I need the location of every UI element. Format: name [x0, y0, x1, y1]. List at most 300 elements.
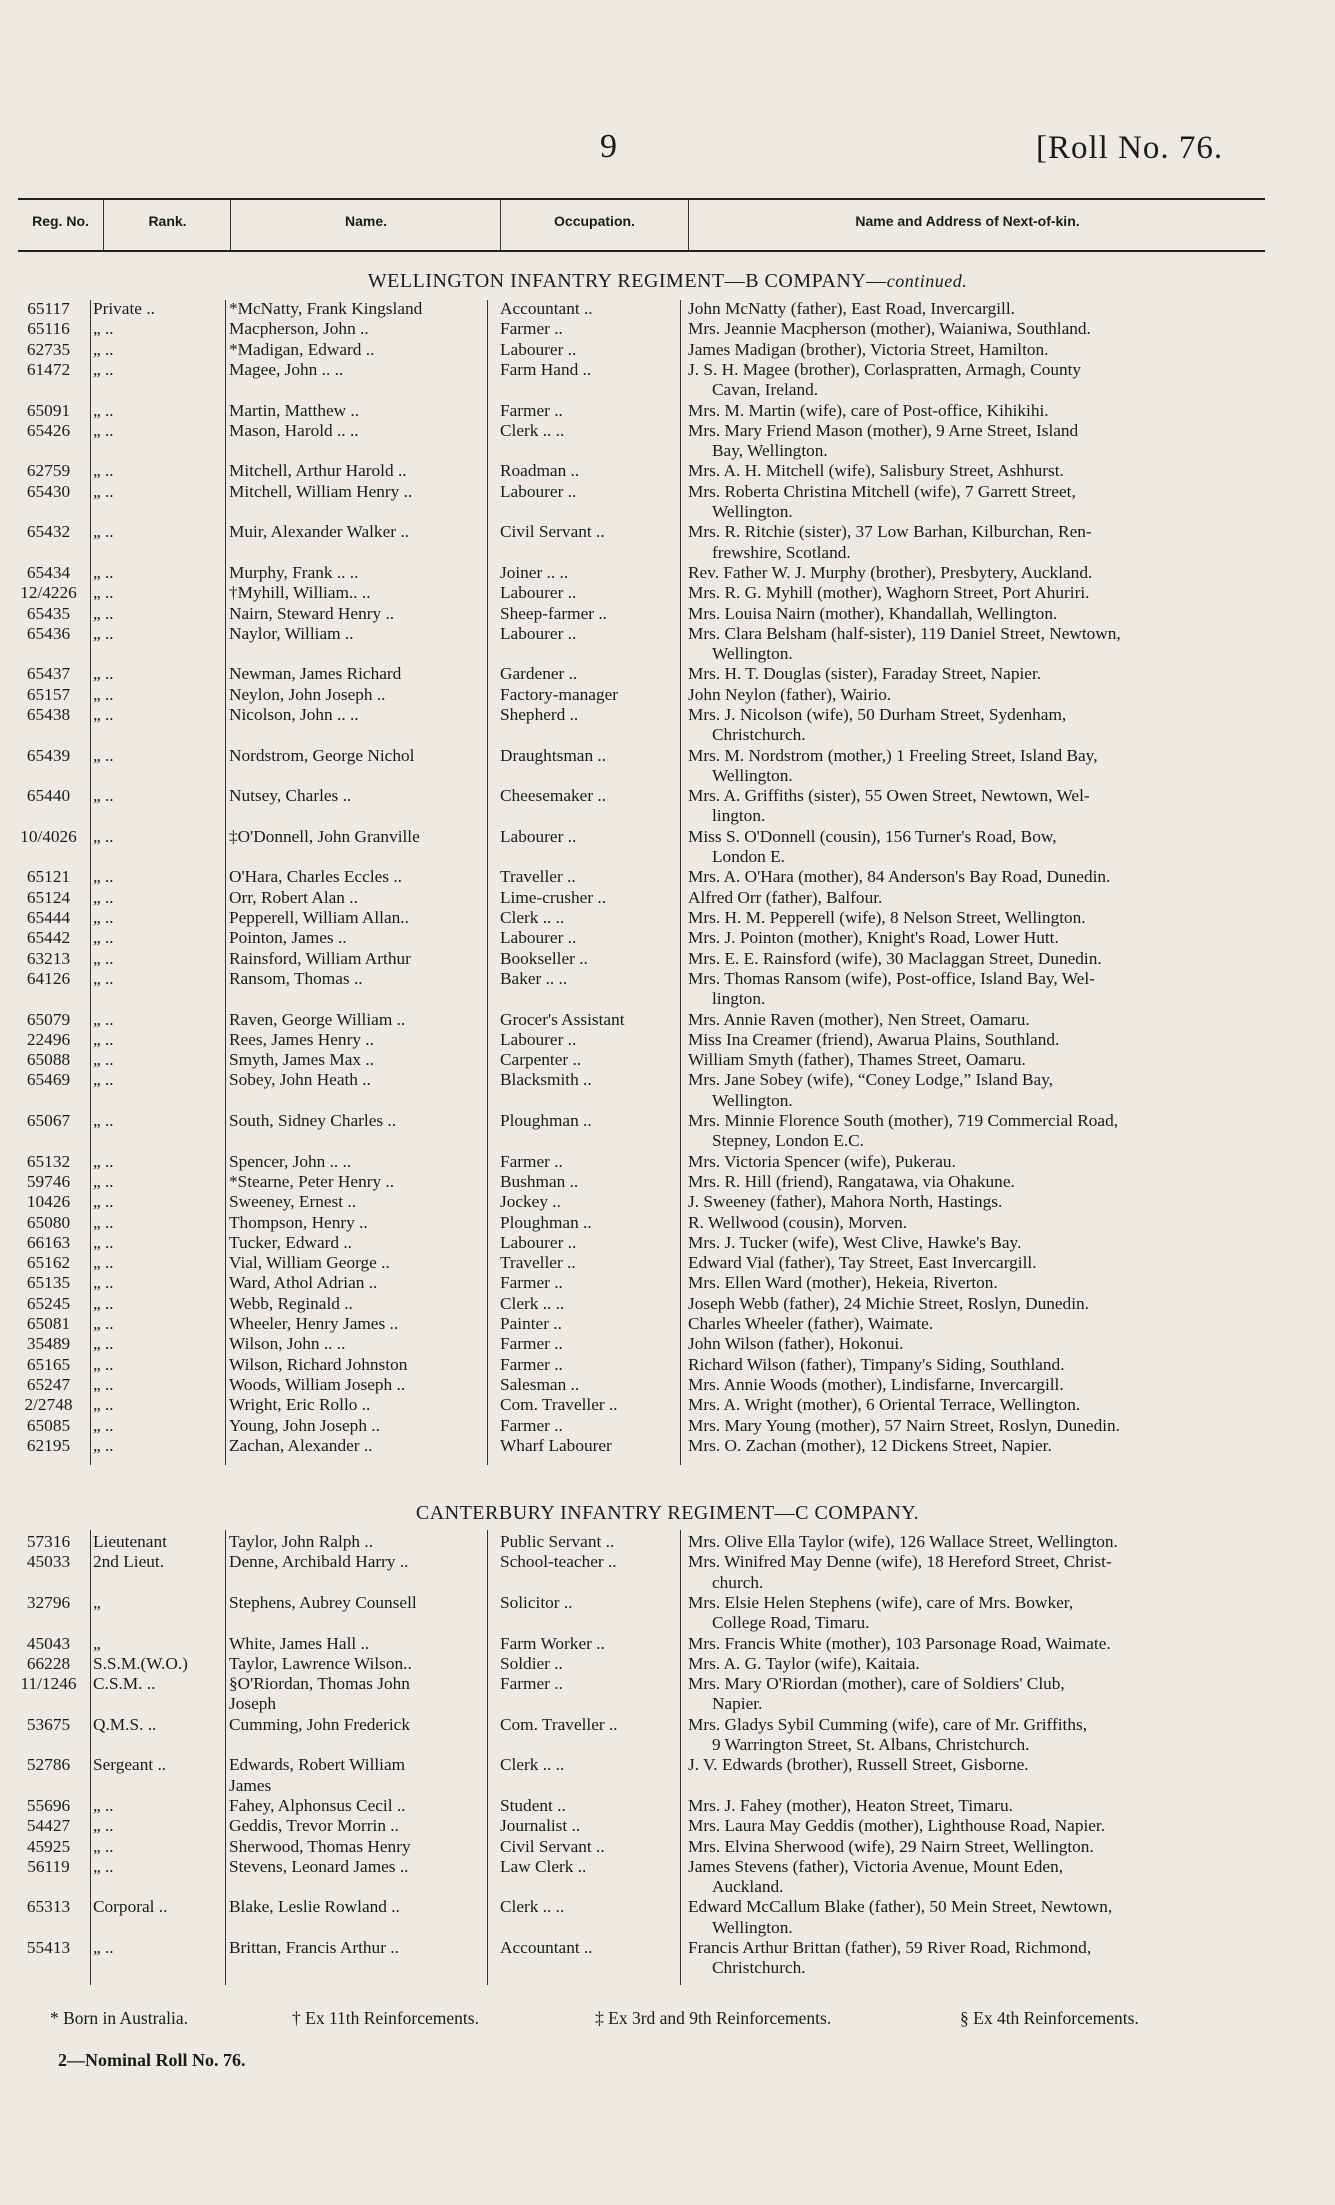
- footnote: ‡ Ex 3rd and 9th Reinforcements.: [595, 2008, 832, 2028]
- name-cell: *Stearne, Peter Henry ..: [229, 1171, 395, 1191]
- section-title: [0, 270, 1335, 293]
- occupation-cell: Accountant ..: [500, 299, 593, 318]
- occupation-cell: Com. Traveller ..: [500, 1714, 618, 1734]
- occupation-cell: Farmer ..: [500, 319, 563, 339]
- occupation-cell: Com. Traveller ..: [500, 1395, 618, 1415]
- name-cell: Murphy, Frank .. ..: [229, 562, 359, 582]
- name-cell: Tucker, Edward ..: [229, 1232, 352, 1252]
- occupation-cell: Accountant ..: [500, 1938, 593, 1957]
- reg-number-cell: 65088: [26, 1050, 71, 1070]
- name-cell: Brittan, Francis Arthur ..: [229, 1938, 399, 1957]
- next-of-kin-cell: Mrs. Ellen Ward (mother), Hekeia, Riverton.: [688, 1273, 998, 1293]
- column-header-name: Name.: [344, 213, 388, 229]
- next-of-kin-cell: Mrs. Louisa Nairn (mother), Khandallah, Wellington.: [688, 603, 1058, 623]
- next-of-kin-cell: Mrs. H. T. Douglas (sister), Faraday Street, Napier.: [688, 664, 1042, 684]
- reg-number-cell: 53675: [26, 1714, 71, 1734]
- occupation-cell: Factory-manager: [500, 684, 619, 704]
- column-header-rank: Rank.: [148, 213, 187, 229]
- name-cell: ‡O'Donnell, John Granville: [229, 826, 420, 846]
- next-of-kin-continuation-cell: Napier.: [712, 1694, 763, 1714]
- rank-cell: „ ..: [93, 968, 114, 988]
- header-rule-bottom: [18, 250, 1265, 252]
- reg-number-cell: 10426: [26, 1192, 71, 1212]
- rank-cell: „ ..: [93, 928, 114, 948]
- reg-number-cell: 62735: [26, 339, 71, 359]
- reg-number-cell: 65117: [27, 299, 70, 318]
- next-of-kin-cell: Mrs. A. O'Hara (mother), 84 Anderson's Bay Road, Dunedin.: [688, 867, 1111, 887]
- next-of-kin-cell: Mrs. Mary O'Riordan (mother), care of Soldiers' Club,: [688, 1674, 1065, 1694]
- rank-cell: „ ..: [93, 1435, 114, 1455]
- reg-number-cell: 65162: [26, 1253, 71, 1273]
- reg-number-cell: 62759: [26, 461, 71, 481]
- next-of-kin-continuation-cell: frewshire, Scotland.: [712, 542, 851, 562]
- occupation-cell: Clerk .. ..: [500, 1755, 565, 1775]
- name-cell: Taylor, John Ralph ..: [229, 1532, 374, 1551]
- section-title: [0, 1502, 1335, 1525]
- name-cell: Pointon, James ..: [229, 928, 347, 948]
- next-of-kin-continuation-cell: Wellington.: [712, 765, 793, 785]
- next-of-kin-cell: James Madigan (brother), Victoria Street, Hamilton.: [688, 339, 1049, 359]
- name-cell: Taylor, Lawrence Wilson..: [229, 1653, 412, 1673]
- rank-cell: „ ..: [93, 1314, 114, 1333]
- occupation-cell: Farmer ..: [500, 1674, 563, 1694]
- occupation-cell: Gardener ..: [500, 664, 578, 684]
- name-cell: Blake, Leslie Rowland ..: [229, 1897, 400, 1917]
- name-continuation-cell: James: [229, 1775, 272, 1795]
- name-cell: Vial, William George ..: [229, 1253, 390, 1273]
- name-cell: Smyth, James Max ..: [229, 1050, 374, 1070]
- occupation-cell: Journalist ..: [500, 1816, 581, 1836]
- reg-number-cell: 64126: [26, 968, 71, 988]
- name-cell: Young, John Joseph ..: [229, 1415, 380, 1435]
- next-of-kin-cell: Mrs. Mary Young (mother), 57 Nairn Street, Roslyn, Dunedin.: [688, 1415, 1120, 1435]
- column-divider: [90, 1530, 91, 1985]
- reg-number-cell: 45925: [26, 1836, 71, 1856]
- next-of-kin-continuation-cell: Cavan, Ireland.: [712, 380, 819, 400]
- name-cell: Sherwood, Thomas Henry: [229, 1836, 411, 1856]
- occupation-cell: Labourer ..: [500, 339, 577, 359]
- occupation-cell: Cheesemaker ..: [500, 786, 607, 806]
- next-of-kin-cell: Mrs. Jane Sobey (wife), “Coney Lodge,” Island Bay,: [688, 1070, 1054, 1090]
- reg-number-cell: 65442: [26, 928, 71, 948]
- rank-cell: „ ..: [93, 1273, 114, 1293]
- occupation-cell: Labourer ..: [500, 928, 577, 948]
- rank-cell: „ ..: [93, 1232, 114, 1252]
- rank-cell: „ ..: [93, 1171, 114, 1191]
- section-title-text: WELLINGTON INFANTRY REGIMENT—B COMPANY—: [367, 270, 887, 292]
- occupation-cell: Public Servant ..: [500, 1532, 615, 1551]
- rank-cell: Lieutenant: [93, 1532, 167, 1551]
- occupation-cell: Farmer ..: [500, 1354, 563, 1374]
- rank-cell: „: [93, 1592, 101, 1612]
- rank-cell: „ ..: [93, 1795, 114, 1815]
- rank-cell: „ ..: [93, 1293, 114, 1313]
- occupation-cell: Grocer's Assistant: [500, 1009, 625, 1029]
- rank-cell: Sergeant ..: [93, 1755, 167, 1775]
- reg-number-cell: 65247: [26, 1374, 71, 1394]
- name-cell: Orr, Robert Alan ..: [229, 887, 358, 907]
- rank-cell: „ ..: [93, 339, 114, 359]
- reg-number-cell: 65135: [26, 1273, 71, 1293]
- name-cell: Macpherson, John ..: [229, 319, 369, 339]
- next-of-kin-cell: John McNatty (father), East Road, Invercargill.: [688, 299, 1015, 318]
- next-of-kin-cell: Mrs. Laura May Geddis (mother), Lighthouse Road, Napier.: [688, 1816, 1106, 1836]
- name-cell: Raven, George William ..: [229, 1009, 406, 1029]
- reg-number-cell: 57316: [26, 1532, 71, 1551]
- rank-cell: „: [93, 1633, 101, 1653]
- reg-number-cell: 65469: [26, 1070, 71, 1090]
- reg-number-cell: 22496: [26, 1029, 71, 1049]
- roll-number: [Roll No. 76.: [1036, 130, 1224, 166]
- column-header-reg: Reg. No.: [32, 213, 89, 229]
- name-cell: *Madigan, Edward ..: [229, 339, 375, 359]
- column-divider: [680, 300, 681, 1465]
- occupation-cell: Ploughman ..: [500, 1111, 592, 1130]
- next-of-kin-cell: Mrs. Gladys Sybil Cumming (wife), care of Mr. Griffiths,: [688, 1714, 1088, 1734]
- next-of-kin-cell: Mrs. Winifred May Denne (wife), 18 Hereford Street, Christ-: [688, 1552, 1112, 1572]
- name-cell: Zachan, Alexander ..: [229, 1435, 373, 1455]
- next-of-kin-cell: Mrs. Elvina Sherwood (wife), 29 Nairn Street, Wellington.: [688, 1836, 1094, 1856]
- next-of-kin-cell: Mrs. Thomas Ransom (wife), Post-office, Island Bay, Wel-: [688, 968, 1095, 988]
- rank-cell: „ ..: [93, 745, 114, 765]
- occupation-cell: Law Clerk ..: [500, 1856, 587, 1876]
- occupation-cell: Student ..: [500, 1795, 566, 1815]
- name-cell: White, James Hall ..: [229, 1633, 370, 1653]
- rank-cell: „ ..: [93, 359, 114, 379]
- name-cell: Edwards, Robert William: [229, 1755, 406, 1775]
- reg-number-cell: 65430: [26, 481, 71, 501]
- next-of-kin-continuation-cell: lington.: [712, 806, 766, 826]
- name-cell: Rees, James Henry ..: [229, 1029, 374, 1049]
- rank-cell: Private ..: [93, 299, 155, 318]
- name-cell: *McNatty, Frank Kingsland: [229, 299, 423, 318]
- next-of-kin-cell: Edward McCallum Blake (father), 50 Mein Street, Newtown,: [688, 1897, 1113, 1917]
- next-of-kin-cell: Mrs. R. Ritchie (sister), 37 Low Barhan, Kilburchan, Ren-: [688, 522, 1092, 542]
- occupation-cell: Ploughman ..: [500, 1212, 592, 1232]
- next-of-kin-cell: Mrs. Clara Belsham (half-sister), 119 Daniel Street, Newtown,: [688, 623, 1121, 643]
- next-of-kin-continuation-cell: Christchurch.: [712, 1958, 806, 1978]
- name-cell: Sweeney, Ernest ..: [229, 1192, 357, 1212]
- rank-cell: „ ..: [93, 867, 114, 887]
- name-cell: Martin, Matthew ..: [229, 400, 360, 420]
- occupation-cell: Farmer ..: [500, 1334, 563, 1354]
- reg-number-cell: 59746: [26, 1171, 71, 1191]
- next-of-kin-cell: Rev. Father W. J. Murphy (brother), Presbytery, Auckland.: [688, 562, 1093, 582]
- column-divider: [225, 1530, 226, 1985]
- rank-cell: „ ..: [93, 1354, 114, 1374]
- rank-cell: „ ..: [93, 1212, 114, 1232]
- reg-number-cell: 65124: [26, 887, 71, 907]
- reg-number-cell: 55696: [26, 1795, 71, 1815]
- reg-number-cell: 65091: [26, 400, 71, 420]
- rank-cell: „ ..: [93, 1856, 114, 1876]
- rank-cell: „ ..: [93, 400, 114, 420]
- rank-cell: „ ..: [93, 705, 114, 724]
- next-of-kin-cell: John Neylon (father), Wairio.: [688, 684, 892, 704]
- reg-number-cell: 2/2748: [24, 1395, 73, 1415]
- rank-cell: Corporal ..: [93, 1897, 168, 1917]
- header-rule-top: [18, 198, 1265, 200]
- rank-cell: „ ..: [93, 1836, 114, 1856]
- next-of-kin-cell: Francis Arthur Brittan (father), 59 River Road, Richmond,: [688, 1938, 1092, 1957]
- occupation-cell: Labourer ..: [500, 583, 577, 603]
- name-cell: Mitchell, William Henry ..: [229, 481, 413, 501]
- name-cell: Rainsford, William Arthur: [229, 948, 411, 968]
- rank-cell: „ ..: [93, 908, 114, 927]
- next-of-kin-cell: Miss S. O'Donnell (cousin), 156 Turner's Road, Bow,: [688, 826, 1057, 846]
- page-number: 9: [600, 128, 617, 165]
- rank-cell: „ ..: [93, 786, 114, 806]
- rank-cell: „ ..: [93, 1070, 114, 1090]
- next-of-kin-cell: Mrs. Jeannie Macpherson (mother), Waianiwa, Southland.: [688, 319, 1091, 339]
- name-cell: Pepperell, William Allan..: [229, 908, 409, 927]
- next-of-kin-continuation-cell: College Road, Timaru.: [712, 1613, 870, 1633]
- rank-cell: „ ..: [93, 319, 114, 339]
- next-of-kin-continuation-cell: Wellington.: [712, 501, 793, 521]
- name-cell: Spencer, John .. ..: [229, 1151, 352, 1171]
- occupation-cell: Clerk .. ..: [500, 1293, 565, 1313]
- reg-number-cell: 12/4226: [20, 583, 77, 603]
- occupation-cell: Farmer ..: [500, 1273, 563, 1293]
- next-of-kin-continuation-cell: church.: [712, 1572, 764, 1592]
- header-divider: [103, 200, 104, 250]
- name-cell: Nordstrom, George Nichol: [229, 745, 415, 765]
- rank-cell: „ ..: [93, 1192, 114, 1212]
- next-of-kin-continuation-cell: Wellington.: [712, 1917, 793, 1937]
- name-cell: Ward, Athol Adrian ..: [229, 1273, 378, 1293]
- footnote: * Born in Australia.: [50, 2008, 189, 2028]
- rank-cell: „ ..: [93, 1253, 114, 1273]
- name-cell: Fahey, Alphonsus Cecil ..: [229, 1795, 406, 1815]
- reg-number-cell: 65440: [26, 786, 71, 806]
- next-of-kin-cell: Mrs. A. Wright (mother), 6 Oriental Terrace, Wellington.: [688, 1395, 1081, 1415]
- occupation-cell: Labourer ..: [500, 1232, 577, 1252]
- next-of-kin-cell: Richard Wilson (father), Timpany's Siding, Southland.: [688, 1354, 1065, 1374]
- reg-number-cell: 65116: [27, 319, 70, 339]
- column-divider: [487, 300, 488, 1465]
- next-of-kin-cell: Charles Wheeler (father), Waimate.: [688, 1314, 934, 1333]
- name-cell: †Myhill, William.. ..: [229, 583, 371, 603]
- rank-cell: 2nd Lieut.: [93, 1552, 165, 1572]
- name-cell: Nicolson, John .. ..: [229, 705, 359, 724]
- reg-number-cell: 10/4026: [20, 826, 77, 846]
- name-cell: Denne, Archibald Harry ..: [229, 1552, 409, 1572]
- next-of-kin-cell: Mrs. Francis White (mother), 103 Parsonage Road, Waimate.: [688, 1633, 1111, 1653]
- next-of-kin-cell: J. Sweeney (father), Mahora North, Hastings.: [688, 1192, 1003, 1212]
- occupation-cell: Farmer ..: [500, 1415, 563, 1435]
- occupation-cell: Traveller ..: [500, 867, 576, 887]
- occupation-cell: Joiner .. ..: [500, 562, 569, 582]
- occupation-cell: Roadman ..: [500, 461, 580, 481]
- reg-number-cell: 66228: [26, 1653, 71, 1673]
- name-cell: Nutsey, Charles ..: [229, 786, 352, 806]
- name-cell: Nairn, Steward Henry ..: [229, 603, 395, 623]
- next-of-kin-cell: Mrs. Annie Raven (mother), Nen Street, Oamaru.: [688, 1009, 1030, 1029]
- rank-cell: „ ..: [93, 1938, 114, 1957]
- rank-cell: S.S.M.(W.O.): [93, 1653, 188, 1673]
- next-of-kin-cell: Mrs. Elsie Helen Stephens (wife), care of Mrs. Bowker,: [688, 1592, 1074, 1612]
- name-cell: Woods, William Joseph ..: [229, 1374, 406, 1394]
- reg-number-cell: 55413: [26, 1938, 71, 1957]
- reg-number-cell: 65439: [26, 745, 71, 765]
- occupation-cell: Wharf Labourer: [500, 1435, 612, 1455]
- reg-number-cell: 65432: [26, 522, 71, 542]
- next-of-kin-cell: Mrs. M. Martin (wife), care of Post-office, Kihikihi.: [688, 400, 1049, 420]
- rank-cell: „ ..: [93, 684, 114, 704]
- reg-number-cell: 65435: [26, 603, 71, 623]
- next-of-kin-continuation-cell: Christchurch.: [712, 725, 806, 745]
- reg-number-cell: 61472: [26, 359, 71, 379]
- occupation-cell: Labourer ..: [500, 623, 577, 643]
- next-of-kin-cell: J. V. Edwards (brother), Russell Street, Gisborne.: [688, 1755, 1029, 1775]
- name-cell: Webb, Reginald ..: [229, 1293, 353, 1313]
- name-cell: South, Sidney Charles ..: [229, 1111, 397, 1130]
- reg-number-cell: 65079: [26, 1009, 71, 1029]
- reg-number-cell: 65438: [26, 705, 71, 724]
- name-continuation-cell: Joseph: [229, 1694, 277, 1714]
- name-cell: Ransom, Thomas ..: [229, 968, 363, 988]
- next-of-kin-cell: Mrs. J. Nicolson (wife), 50 Durham Street, Sydenham,: [688, 705, 1067, 724]
- rank-cell: „ ..: [93, 603, 114, 623]
- column-header-next-of-kin: Name and Address of Next-of-kin.: [855, 213, 1080, 229]
- occupation-cell: Farm Worker ..: [500, 1633, 605, 1653]
- occupation-cell: Bookseller ..: [500, 948, 588, 968]
- name-cell: Thompson, Henry ..: [229, 1212, 368, 1232]
- occupation-cell: Solicitor ..: [500, 1592, 573, 1612]
- next-of-kin-continuation-cell: Wellington.: [712, 644, 793, 664]
- reg-number-cell: 45043: [26, 1633, 71, 1653]
- reg-number-cell: 65132: [26, 1151, 71, 1171]
- next-of-kin-cell: Edward Vial (father), Tay Street, East Invercargill.: [688, 1253, 1037, 1273]
- reg-number-cell: 65313: [26, 1897, 71, 1917]
- occupation-cell: Farm Hand ..: [500, 359, 592, 379]
- next-of-kin-continuation-cell: Auckland.: [712, 1877, 784, 1897]
- name-cell: Wilson, Richard Johnston: [229, 1354, 408, 1374]
- rank-cell: „ ..: [93, 826, 114, 846]
- reg-number-cell: 65085: [26, 1415, 71, 1435]
- occupation-cell: Shepherd ..: [500, 705, 579, 724]
- rank-cell: „ ..: [93, 1395, 114, 1415]
- name-cell: §O'Riordan, Thomas John: [229, 1674, 410, 1694]
- next-of-kin-cell: Mrs. J. Fahey (mother), Heaton Street, Timaru.: [688, 1795, 1013, 1815]
- reg-number-cell: 65437: [26, 664, 71, 684]
- next-of-kin-cell: Mrs. Olive Ella Taylor (wife), 126 Wallace Street, Wellington.: [688, 1532, 1118, 1551]
- next-of-kin-cell: R. Wellwood (cousin), Morven.: [688, 1212, 908, 1232]
- name-cell: Newman, James Richard: [229, 664, 402, 684]
- next-of-kin-continuation-cell: lington.: [712, 989, 766, 1009]
- name-cell: Magee, John .. ..: [229, 359, 344, 379]
- next-of-kin-cell: Mrs. O. Zachan (mother), 12 Dickens Street, Napier.: [688, 1435, 1052, 1455]
- name-cell: Naylor, William ..: [229, 623, 354, 643]
- rank-cell: „ ..: [93, 1009, 114, 1029]
- reg-number-cell: 54427: [26, 1816, 71, 1836]
- reg-number-cell: 66163: [26, 1232, 71, 1252]
- occupation-cell: Labourer ..: [500, 1029, 577, 1049]
- rank-cell: „ ..: [93, 1334, 114, 1354]
- next-of-kin-cell: Mrs. Victoria Spencer (wife), Pukerau.: [688, 1151, 956, 1171]
- occupation-cell: Jockey ..: [500, 1192, 561, 1212]
- footnote: † Ex 11th Reinforcements.: [292, 2008, 479, 2028]
- reg-number-cell: 11/1246: [20, 1674, 77, 1694]
- next-of-kin-continuation-cell: London E.: [712, 847, 785, 867]
- footnote: § Ex 4th Reinforcements.: [960, 2008, 1139, 2028]
- name-cell: Stephens, Aubrey Counsell: [229, 1592, 417, 1612]
- header-divider: [230, 200, 231, 250]
- next-of-kin-cell: Mrs. A. Griffiths (sister), 55 Owen Street, Newtown, Wel-: [688, 786, 1090, 806]
- rank-cell: „ ..: [93, 1111, 114, 1130]
- next-of-kin-cell: Mrs. H. M. Pepperell (wife), 8 Nelson Street, Wellington.: [688, 908, 1086, 927]
- next-of-kin-cell: Mrs. Mary Friend Mason (mother), 9 Arne Street, Island: [688, 420, 1079, 440]
- next-of-kin-cell: Mrs. M. Nordstrom (mother,) 1 Freeling Street, Island Bay,: [688, 745, 1098, 765]
- occupation-cell: Farmer ..: [500, 400, 563, 420]
- header-divider: [688, 200, 689, 250]
- rank-cell: „ ..: [93, 887, 114, 907]
- occupation-cell: Farmer ..: [500, 1151, 563, 1171]
- occupation-cell: Civil Servant ..: [500, 522, 605, 542]
- occupation-cell: Soldier ..: [500, 1653, 563, 1673]
- rank-cell: „ ..: [93, 1151, 114, 1171]
- rank-cell: „ ..: [93, 562, 114, 582]
- column-divider: [680, 1530, 681, 1985]
- next-of-kin-cell: James Stevens (father), Victoria Avenue, Mount Eden,: [688, 1856, 1064, 1876]
- next-of-kin-cell: William Smyth (father), Thames Street, Oamaru.: [688, 1050, 1026, 1070]
- occupation-cell: Baker .. ..: [500, 968, 568, 988]
- column-header-occupation: Occupation.: [554, 213, 635, 229]
- next-of-kin-continuation-cell: Wellington.: [712, 1090, 793, 1110]
- rank-cell: „ ..: [93, 623, 114, 643]
- name-cell: Geddis, Trevor Morrin ..: [229, 1816, 399, 1836]
- next-of-kin-cell: Mrs. R. G. Myhill (mother), Waghorn Street, Port Ahuriri.: [688, 583, 1090, 603]
- occupation-cell: Carpenter ..: [500, 1050, 582, 1070]
- next-of-kin-cell: Mrs. J. Pointon (mother), Knight's Road, Lower Hutt.: [688, 928, 1059, 948]
- rank-cell: „ ..: [93, 583, 114, 603]
- reg-number-cell: 56119: [27, 1856, 70, 1876]
- rank-cell: C.S.M. ..: [93, 1674, 156, 1694]
- rank-cell: „ ..: [93, 1050, 114, 1070]
- occupation-cell: Clerk .. ..: [500, 1897, 565, 1917]
- next-of-kin-cell: Mrs. A. G. Taylor (wife), Kaitaia.: [688, 1653, 920, 1673]
- name-cell: Stevens, Leonard James ..: [229, 1856, 409, 1876]
- occupation-cell: Blacksmith ..: [500, 1070, 592, 1090]
- next-of-kin-cell: Mrs. Minnie Florence South (mother), 719 Commercial Road,: [688, 1111, 1119, 1130]
- next-of-kin-continuation-cell: Bay, Wellington.: [712, 441, 828, 461]
- rank-cell: „ ..: [93, 1816, 114, 1836]
- reg-number-cell: 65444: [26, 908, 71, 927]
- reg-number-cell: 52786: [26, 1755, 71, 1775]
- next-of-kin-cell: Mrs. Annie Woods (mother), Lindisfarne, Invercargill.: [688, 1374, 1064, 1394]
- occupation-cell: Clerk .. ..: [500, 908, 565, 927]
- reg-number-cell: 65426: [26, 420, 71, 440]
- occupation-cell: Bushman ..: [500, 1171, 579, 1191]
- column-divider: [487, 1530, 488, 1985]
- occupation-cell: Clerk .. ..: [500, 420, 565, 440]
- column-divider: [90, 300, 91, 1465]
- next-of-kin-cell: Mrs. A. H. Mitchell (wife), Salisbury Street, Ashhurst.: [688, 461, 1064, 481]
- name-cell: Mitchell, Arthur Harold ..: [229, 461, 407, 481]
- reg-number-cell: 65436: [26, 623, 71, 643]
- reg-number-cell: 65080: [26, 1212, 71, 1232]
- reg-number-cell: 65434: [26, 562, 71, 582]
- name-cell: Wright, Eric Rollo ..: [229, 1395, 371, 1415]
- rank-cell: „ ..: [93, 1029, 114, 1049]
- reg-number-cell: 65245: [26, 1293, 71, 1313]
- reg-number-cell: 62195: [26, 1435, 71, 1455]
- next-of-kin-cell: John Wilson (father), Hokonui.: [688, 1334, 904, 1354]
- next-of-kin-cell: Mrs. Roberta Christina Mitchell (wife), 7 Garrett Street,: [688, 481, 1076, 501]
- reg-number-cell: 63213: [26, 948, 71, 968]
- reg-number-cell: 65121: [26, 867, 71, 887]
- occupation-cell: Traveller ..: [500, 1253, 576, 1273]
